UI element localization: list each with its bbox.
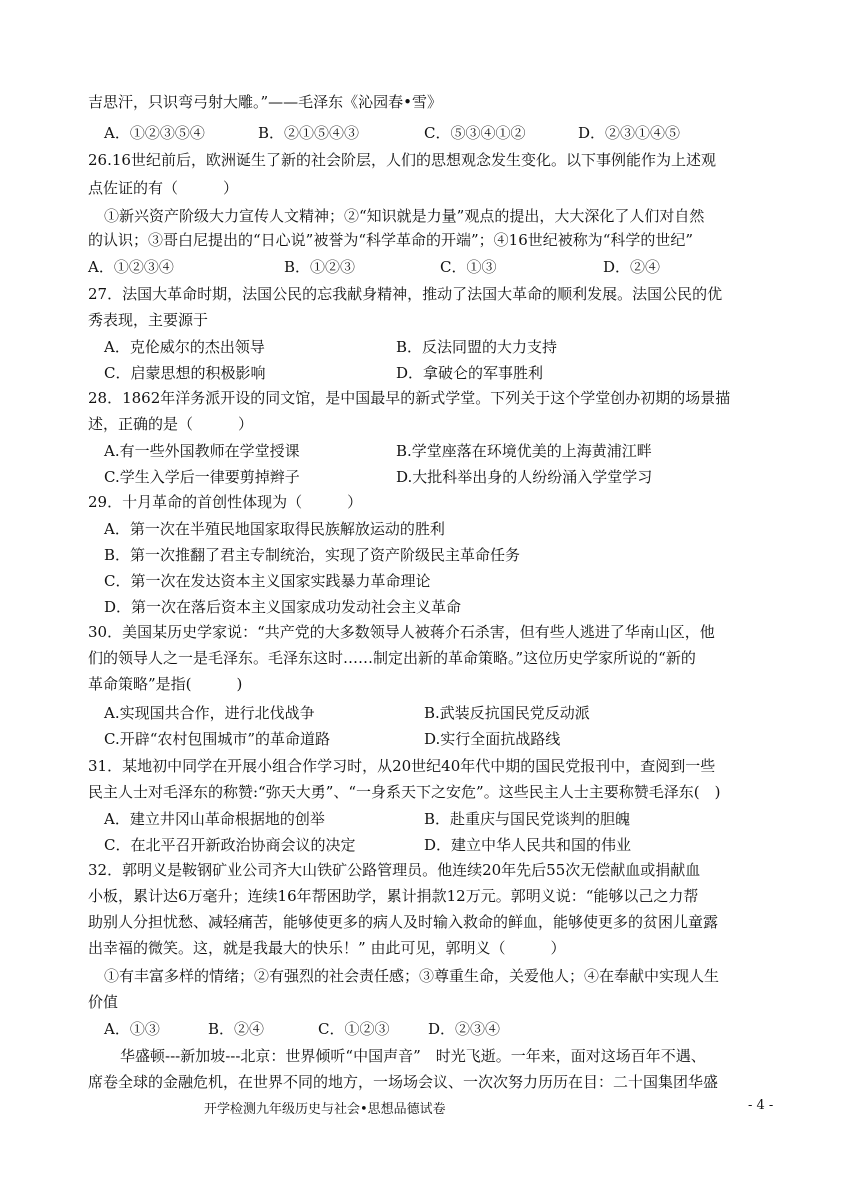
option-d: D．第一次在落后资本主义国家成功发动社会主义革命 (104, 598, 462, 616)
option-b: B．②①⑤④③ (258, 124, 360, 142)
question-31: 31．某地初中同学在开展小组合作学习时，从20世纪40年代中期的国民党报刊中，查阅到一些 (88, 757, 716, 775)
option-c: C.开辟“农村包围城市”的革命道路 (104, 730, 331, 748)
question-26: 26.16世纪前后，欧洲诞生了新的社会阶层，人们的思想观念发生变化。以下事例能作为上述观 (88, 151, 716, 169)
option-b: B.武装反抗国民党反动派 (424, 704, 590, 722)
option-d: D．②④ (603, 258, 661, 276)
option-d: D．②③④ (428, 1020, 501, 1038)
option-a: A．克伦威尔的杰出领导 (104, 338, 265, 356)
question-27: 27．法国大革命时期，法国公民的忘我献身精神，推动了法国大革命的顺利发展。法国公民的优 (88, 285, 723, 303)
option-a: A．建立井冈山革命根据地的创举 (104, 810, 325, 828)
page-number: - 4 - (748, 1098, 774, 1113)
option-c: C．①③ (440, 258, 497, 276)
option-c: C．⑤③④①② (424, 124, 526, 142)
text-line: ①新兴资产阶级大力宣传人文精神；②“知识就是力量”观点的提出，大大深化了人们对自然 (104, 207, 705, 225)
option-c: C．①②③ (318, 1020, 390, 1038)
text-line: 助别人分担忧愁、减轻痛苦，能够使更多的病人及时输入救命的鲜血，能够使更多的贫困儿童露 (88, 913, 719, 931)
option-d: D.实行全面抗战路线 (424, 730, 561, 748)
option-a: A．①③ (104, 1020, 160, 1038)
text-line: 述，正确的是（ ） (88, 415, 254, 433)
option-d: D．②③①④⑤ (578, 124, 681, 142)
option-a: A．①②③⑤④ (104, 124, 205, 142)
option-a: A.有一些外国教师在学堂授课 (104, 442, 300, 460)
question-32: 32．郭明义是鞍钢矿业公司齐大山铁矿公路管理员。他连续20年先后55次无偿献血或捐献血 (88, 861, 701, 879)
text-line: 点佐证的有（ ） (88, 179, 239, 197)
option-a: A．第一次在半殖民地国家取得民族解放运动的胜利 (104, 520, 445, 538)
text-line: 们的领导人之一是毛泽东。毛泽东这时……制定出新的革命策略。”这位历史学家所说的“新的 (88, 649, 696, 667)
text-line: 价值 (88, 993, 119, 1011)
text-line: 出幸福的微笑。这，就是我最大的快乐！” 由此可见，郭明义（ ） (88, 939, 566, 957)
passage-line: 席卷全球的金融危机，在世界不同的地方，一场场会议、一次次努力历历在目：二十国集团华盛 (88, 1073, 719, 1091)
text-line: 民主人士对毛泽东的称赞:“弥天大勇”、“一身系天下之安危”。这些民主人士主要称赞毛泽东( ) (88, 783, 721, 801)
option-d: D．建立中华人民共和国的伟业 (424, 836, 632, 854)
text-line: 秀表现，主要源于 (88, 311, 209, 329)
option-d: D．拿破仑的军事胜利 (396, 364, 544, 382)
question-29: 29．十月革命的首创性体现为（ ） (88, 493, 363, 511)
text-line: 的认识；③哥白尼提出的“日心说”被誉为“科学革命的开端”；④16世纪被称为“科学的世纪” (88, 231, 694, 249)
option-b: B．①②③ (284, 258, 356, 276)
option-b: B．反法同盟的大力支持 (396, 338, 558, 356)
text-line: 小板，累计达6万毫升；连续16年帮困助学，累计捐款12万元。郭明义说：“能够以己之力帮 (88, 887, 699, 905)
question-28: 28．1862年洋务派开设的同文馆，是中国最早的新式学堂。下列关于这个学堂创办初期的场景描 (88, 389, 731, 407)
text-line: 革命策略”是指( ) (88, 675, 243, 693)
text-line: ①有丰富多样的情绪；②有强烈的社会责任感；③尊重生命，关爱他人；④在奉献中实现人生 (104, 967, 720, 985)
option-c: C．第一次在发达资本主义国家实践暴力革命理论 (104, 572, 431, 590)
text-line: 吉思汗，只识弯弓射大雕。”——毛泽东《沁园春•雪》 (88, 93, 443, 111)
passage-line: 华盛顿---新加坡---北京：世界倾听“中国声音” 时光飞逝。一年来，面对这场百年不遇、 (120, 1047, 706, 1065)
option-a: A.实现国共合作，进行北伐战争 (104, 704, 315, 722)
option-b: B．赴重庆与国民党谈判的胆魄 (424, 810, 631, 828)
option-c: C．启蒙思想的积极影响 (104, 364, 266, 382)
option-b: B．②④ (208, 1020, 265, 1038)
option-c: C.学生入学后一律要剪掉辫子 (104, 468, 300, 486)
option-a: A．①②③④ (88, 258, 174, 276)
footer-title: 开学检测九年级历史与社会•思想品德试卷 (204, 1102, 446, 1117)
option-c: C．在北平召开新政治协商会议的决定 (104, 836, 356, 854)
question-30: 30．美国某历史学家说：“共产党的大多数领导人被蒋介石杀害，但有些人逃进了华南山区，他 (88, 623, 715, 641)
option-b: B.学堂座落在环境优美的上海黄浦江畔 (396, 442, 652, 460)
option-d: D.大批科举出身的人纷纷涌入学堂学习 (396, 468, 653, 486)
option-b: B．第一次推翻了君主专制统治，实现了资产阶级民主革命任务 (104, 546, 521, 564)
